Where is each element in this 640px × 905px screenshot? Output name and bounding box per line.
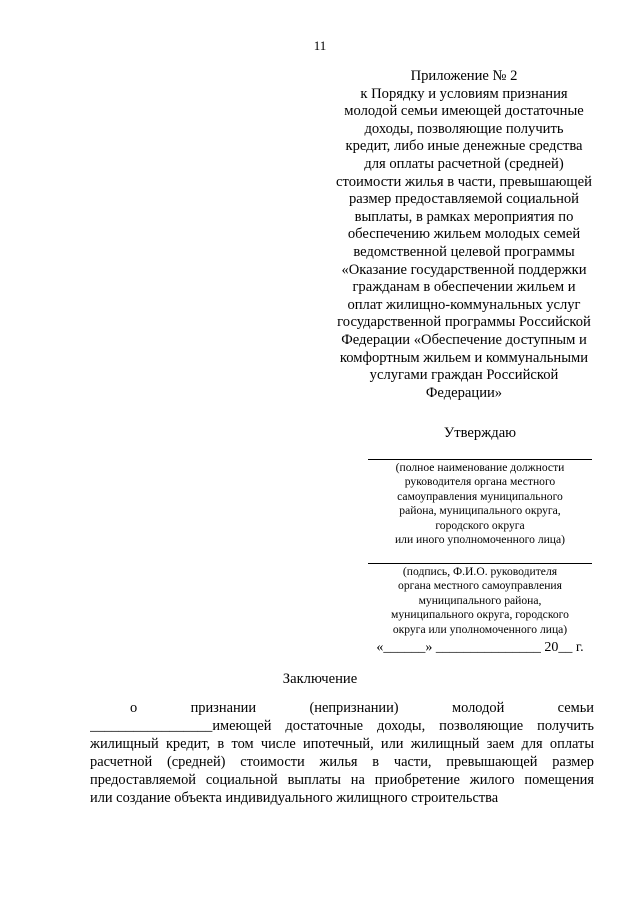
appendix-line: выплаты, в рамках мероприятия по <box>354 208 574 225</box>
appendix-line: размер предоставляемой социальной <box>349 191 579 208</box>
caption-line: муниципального округа, городского <box>391 608 569 622</box>
appendix-line: стоимости жилья в части, превышающей <box>336 173 592 190</box>
paragraph-line: жилищный кредит, в том числе ипотечный, или жилищный заем для оплаты <box>90 736 594 752</box>
caption-line: самоуправления муниципального <box>397 489 563 503</box>
caption-line: или иного уполномоченного лица) <box>394 533 566 547</box>
appendix-line: молодой семьи имеющей достаточные <box>344 103 584 120</box>
appendix-line: комфортным жильем и коммунальными <box>339 349 589 366</box>
paragraph-line: расчетной (средней) стоимости жилья в части, превышающей размер <box>90 754 594 770</box>
appendix-line: оплат жилищно-коммунальных услуг <box>347 296 581 313</box>
approval-title: Утверждаю <box>443 425 517 441</box>
signature-caption <box>368 565 592 637</box>
appendix-line: к Порядку и условиям признания <box>360 85 568 102</box>
caption-line: муниципального района, <box>418 593 542 607</box>
position-caption <box>368 461 592 547</box>
appendix-line: Федерации» <box>425 384 503 401</box>
page-number: 11 <box>313 38 327 53</box>
paragraph-line: _________________имеющей достаточные доходы, позволяющие получить <box>90 718 594 734</box>
conclusion-paragraph <box>90 699 594 807</box>
position-signature-line <box>368 459 592 460</box>
caption-line: руководителя органа местного <box>404 475 556 489</box>
date-line: «______» _______________ 20__ г. <box>376 640 584 655</box>
caption-line: городского округа <box>435 518 525 532</box>
paragraph-line: о признании (непризнании) молодой семьи <box>130 700 594 716</box>
appendix-line: Федерации «Обеспечение доступным и <box>341 331 587 348</box>
caption-line: района, муниципального округа, <box>399 504 561 518</box>
appendix-line: ведомственной целевой программы <box>353 243 575 260</box>
caption-line: органа местного самоуправления <box>398 579 562 593</box>
signature-line <box>368 563 592 564</box>
appendix-line: Приложение № 2 <box>410 68 518 84</box>
appendix-line: доходы, позволяющие получить <box>364 120 564 137</box>
caption-line: (полное наименование должности <box>395 461 565 474</box>
conclusion-title: Заключение <box>282 671 358 687</box>
appendix-line: обеспечению жильем молодых семей <box>347 226 581 243</box>
appendix-line: услугами граждан Российской <box>369 367 559 384</box>
appendix-line: государственной программы Российской <box>337 314 591 331</box>
caption-line: округа или уполномоченного лица) <box>392 622 568 636</box>
appendix-line: для оплаты расчетной (средней) <box>364 155 564 172</box>
paragraph-line: предоставляемой социальной выплаты на приобретение жилого помещения <box>90 772 594 788</box>
appendix-heading <box>318 68 610 402</box>
appendix-line: кредит, либо иные денежные средства <box>345 138 583 155</box>
paragraph-line: или создание объекта индивидуального жилищного строительства <box>90 790 499 806</box>
appendix-line: «Оказание государственной поддержки <box>341 261 587 278</box>
appendix-line: гражданам в обеспечении жильем и <box>352 279 576 296</box>
caption-line: (подпись, Ф.И.О. руководителя <box>402 565 558 578</box>
